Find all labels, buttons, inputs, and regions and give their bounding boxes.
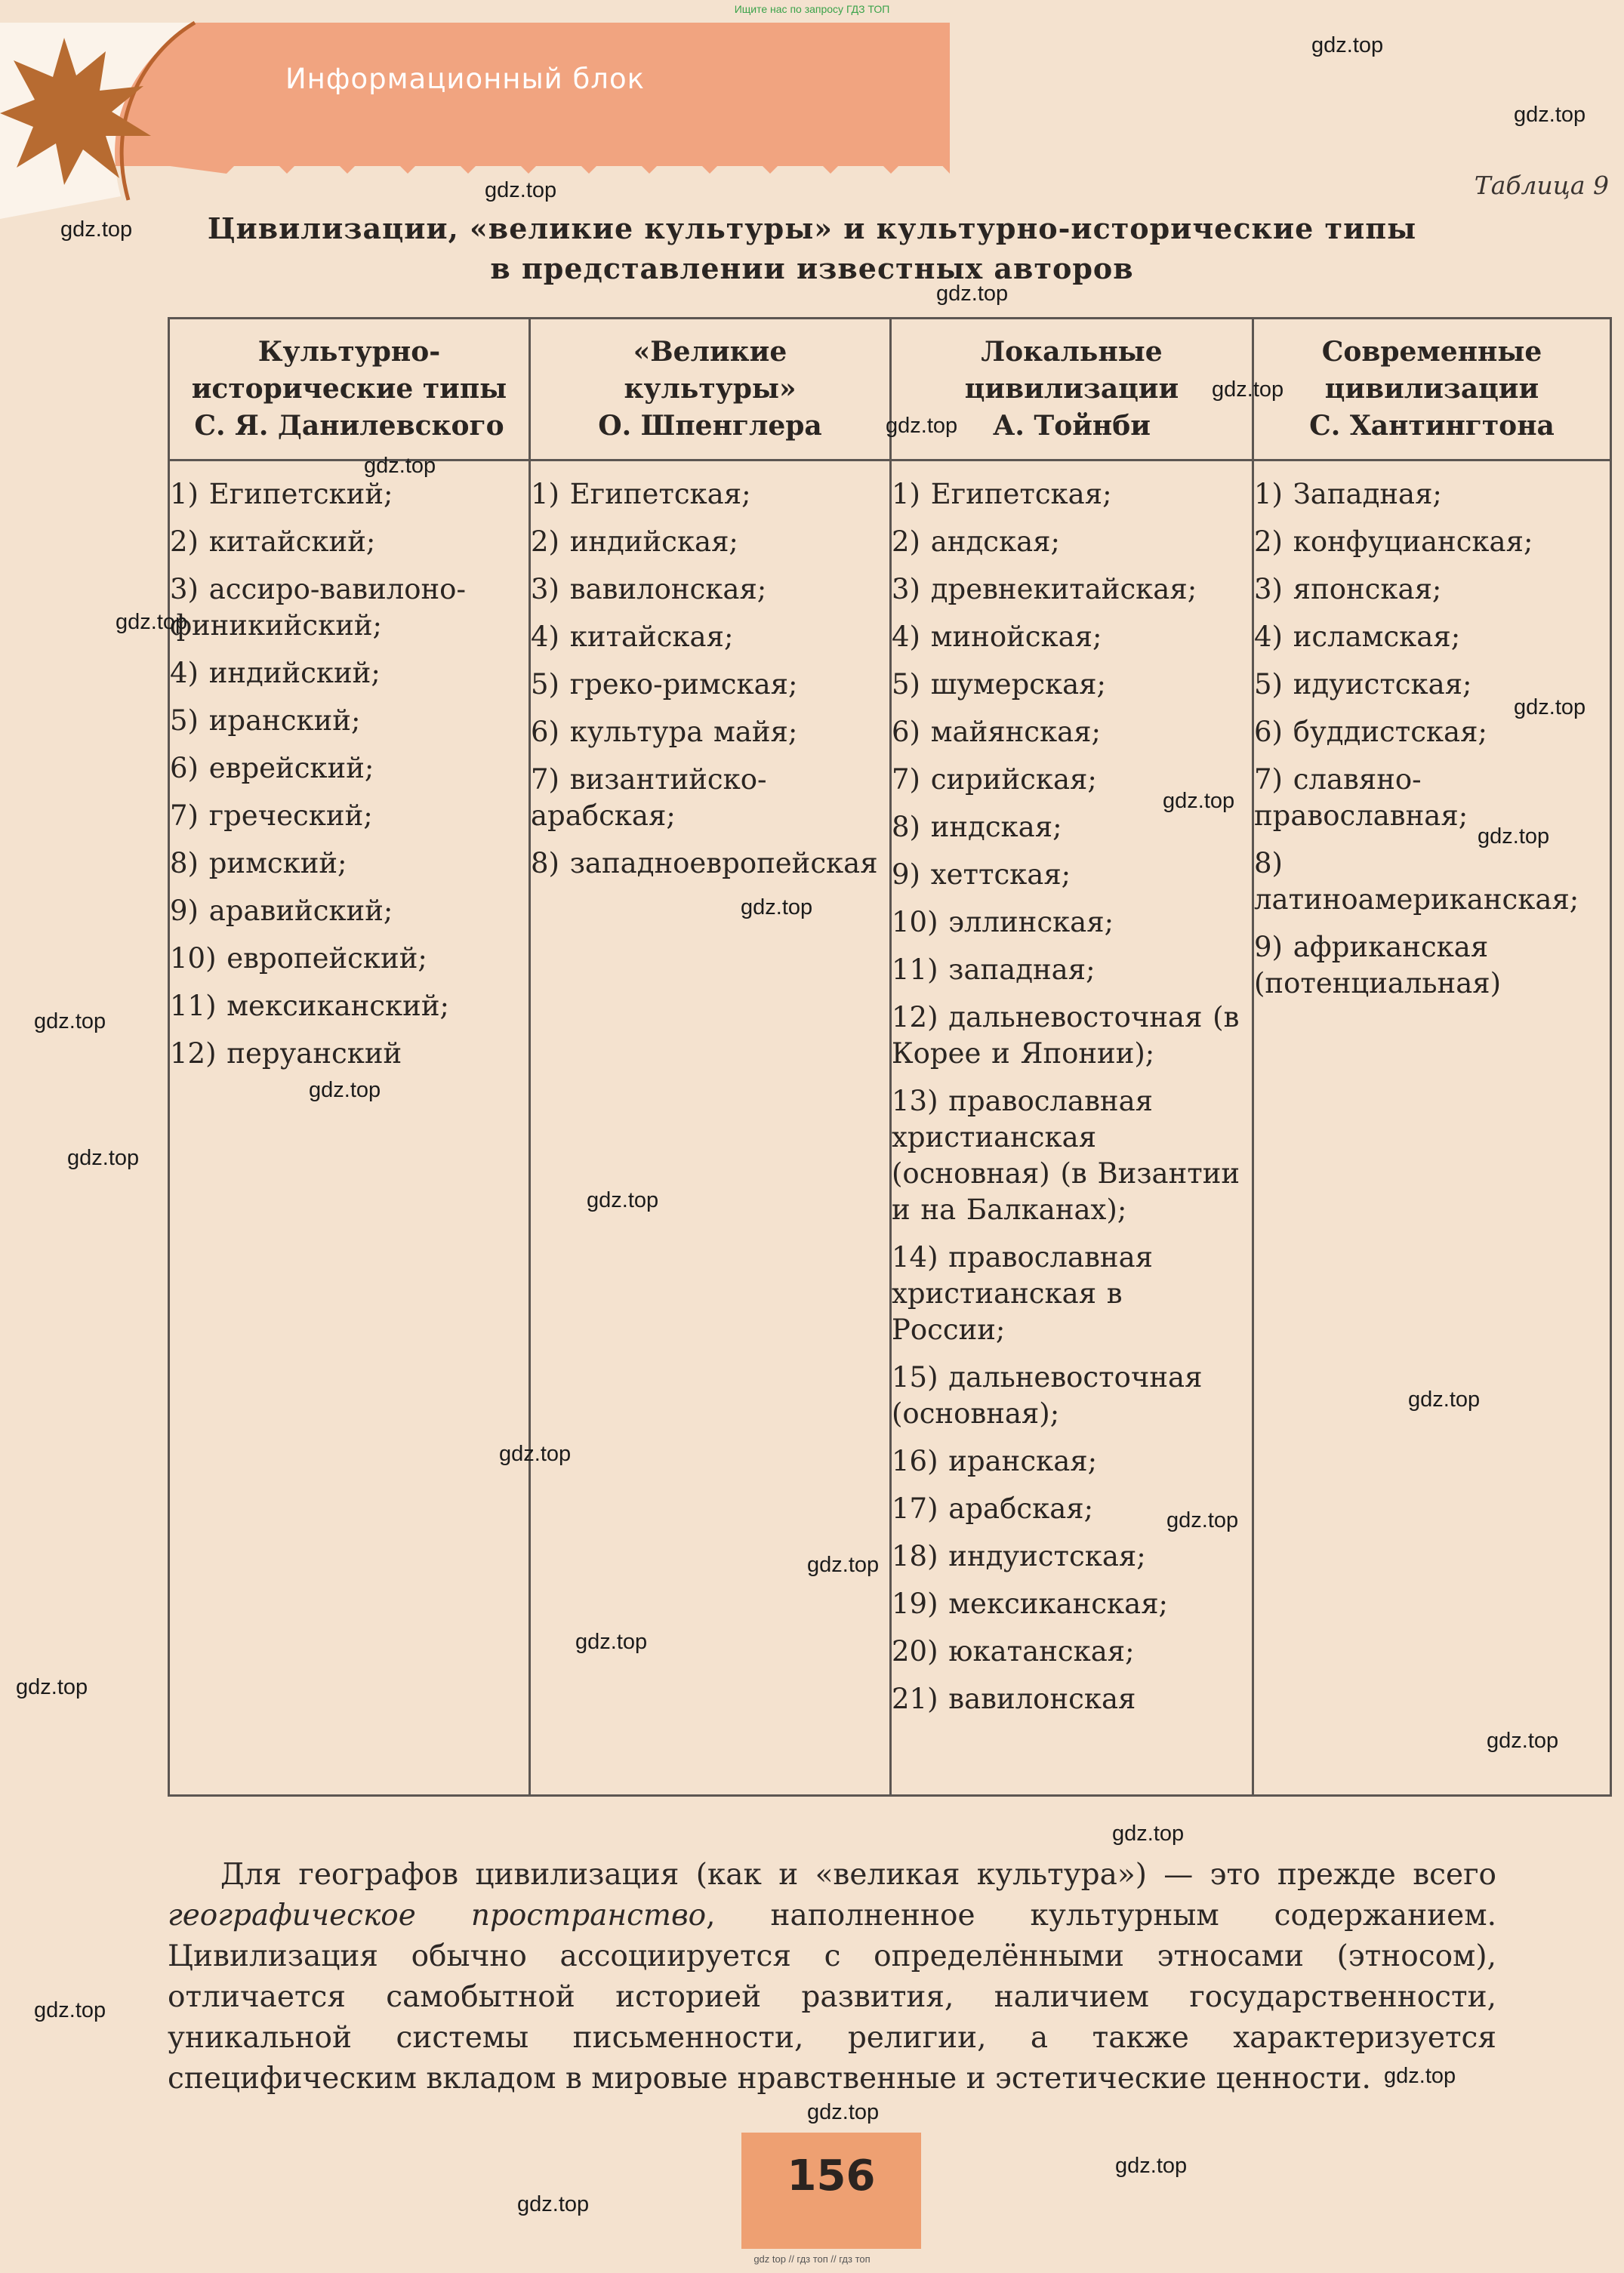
watermark: gdz.top (116, 610, 188, 634)
list-item: 19) мексиканская; (892, 1588, 1169, 1620)
list-item: 3) древнекитайская; (892, 573, 1197, 605)
list-item: 14) православная христианская в России; (892, 1241, 1153, 1346)
list-item: 6) буддистская; (1254, 716, 1487, 748)
list-item: 10) эллинская; (892, 906, 1114, 938)
watermark: gdz.top (1112, 1822, 1185, 1846)
watermark: gdz.top (741, 895, 813, 919)
body-paragraph (168, 1855, 1496, 2099)
list-item: 8) латиноамериканская; (1254, 847, 1579, 916)
watermark: gdz.top (936, 282, 1009, 306)
list-item: 15) дальневосточная (основная); (892, 1361, 1203, 1430)
title-line-2: в представлении известных авторов (490, 251, 1134, 285)
watermark: gdz.top (364, 454, 436, 478)
column-spengler (530, 460, 891, 1796)
list-item: 1) Египетская; (531, 478, 751, 510)
list-item: 9) африканская (потенциальная) (1254, 931, 1502, 999)
header-toynbee (891, 319, 1253, 460)
header-line: Современные (1321, 336, 1542, 368)
watermark: gdz.top (60, 217, 133, 242)
watermark: gdz.top (807, 2100, 880, 2124)
list-item: 1) Египетский; (170, 478, 393, 510)
header-line: А. Тойнби (993, 410, 1151, 442)
header-danilevsky (169, 319, 530, 460)
list-item: 4) исламская; (1254, 621, 1461, 653)
header-line: культуры» (624, 373, 797, 405)
list-item: 13) православная христианская (основная) (в Византии и на Балканах); (892, 1085, 1240, 1226)
watermark: gdz.top (1514, 695, 1586, 719)
list-item: 8) индская; (892, 811, 1062, 843)
list-item: 21) вавилонская (892, 1683, 1136, 1715)
watermark: gdz.top (575, 1630, 648, 1654)
column-toynbee (891, 460, 1253, 1796)
watermark: gdz.top (1163, 789, 1235, 813)
list-item: 8) римский; (170, 847, 347, 879)
list-item: 2) китайский; (170, 525, 376, 558)
watermark: gdz.top (1311, 33, 1384, 57)
list-item: 4) индийский; (170, 657, 381, 689)
header-line: Культурно- (257, 336, 441, 368)
header-line: цивилизации (964, 373, 1179, 405)
header-line: «Великие (633, 336, 787, 368)
list-item: 7) византийско-арабская; (531, 763, 767, 832)
list-item: 20) юкатанская; (892, 1635, 1135, 1668)
list-item: 6) культура майя; (531, 716, 798, 748)
list-item: 1) Египетская; (892, 478, 1112, 510)
paragraph-text: Для географов цивилизация (как и «великая культура») — это прежде всего (220, 1858, 1496, 1892)
list-item: 7) славяно-православная; (1254, 763, 1468, 832)
table-label: Таблица 9 (1474, 171, 1609, 200)
list-item: 16) иранская; (892, 1445, 1098, 1477)
header-line: С. Я. Данилевского (194, 410, 504, 442)
watermark: gdz.top (34, 1009, 106, 1033)
header-line: С. Хантингтона (1309, 410, 1555, 442)
paragraph-text: , наполненное культурным содержанием. Цивилизация обычно ассоциируется с определёнными этносами (этносом), отличается самобытной историей развития, наличием государственности, уникальной системы письменности, религии, а также характеризуется специфическим вкладом в мировые нравственные и эстетические ценности. (168, 1899, 1496, 2096)
list-item: 5) шумерская; (892, 668, 1106, 701)
watermark: gdz.top (587, 1188, 659, 1212)
watermark: gdz.top (485, 178, 557, 202)
watermark: gdz.top (886, 414, 958, 438)
list-item: 12) перуанский (170, 1037, 402, 1070)
watermark: gdz.top (1408, 1388, 1481, 1412)
watermark: gdz.top (1487, 1729, 1559, 1753)
list-item: 18) индуистская; (892, 1540, 1146, 1572)
watermark: gdz.top (517, 2192, 590, 2216)
watermark: gdz.top (16, 1675, 88, 1699)
list-item: 3) ассиро-вавилоно-финикийский; (170, 573, 466, 642)
watermark: gdz.top (1115, 2154, 1188, 2178)
list-item: 10) европейский; (170, 942, 427, 975)
watermark: gdz.top (1166, 1508, 1239, 1532)
bottom-note: gdz top // гдз топ // гдз топ (753, 2253, 871, 2265)
list-item: 17) арабская; (892, 1492, 1094, 1525)
list-item: 2) индийская; (531, 525, 738, 558)
watermark: gdz.top (1212, 377, 1284, 402)
top-note: Ищите нас по запросу ГДЗ ТОП (734, 3, 890, 15)
paragraph-emphasis: географическое пространство (168, 1899, 707, 1933)
civilizations-table (168, 317, 1612, 1797)
header-spengler (530, 319, 891, 460)
list-item: 5) идуистская; (1254, 668, 1472, 701)
watermark: gdz.top (1384, 2064, 1456, 2088)
sun-star-icon (0, 30, 166, 189)
watermark: gdz.top (499, 1442, 572, 1466)
watermark: gdz.top (34, 1998, 106, 2022)
list-item: 2) конфуцианская; (1254, 525, 1533, 558)
list-item: 3) вавилонская; (531, 573, 767, 605)
column-danilevsky (169, 460, 530, 1796)
header-line: исторические типы (191, 373, 507, 405)
list-item: 11) мексиканский; (170, 990, 449, 1022)
list-item: 7) сирийская; (892, 763, 1097, 796)
header-line: цивилизации (1324, 373, 1539, 405)
header-line: О. Шпенглера (598, 410, 822, 442)
watermark: gdz.top (67, 1146, 140, 1170)
list-item: 8) западноевропейская (531, 847, 878, 879)
list-item: 3) японская; (1254, 573, 1442, 605)
watermark: gdz.top (807, 1553, 880, 1577)
header-line: Локальные (981, 336, 1163, 368)
title-line-1: Цивилизации, «великие культуры» и культурно-исторические типы (207, 211, 1417, 245)
column-huntington (1253, 460, 1611, 1796)
list-item: 7) греческий; (170, 799, 373, 832)
list-item: 5) греко-римская; (531, 668, 798, 701)
page-number: 156 (787, 2151, 876, 2201)
list-item: 11) западная; (892, 953, 1096, 986)
list-item: 1) Западная; (1254, 478, 1442, 510)
table-title (0, 208, 1624, 288)
header-huntington (1253, 319, 1611, 460)
list-item: 4) китайская; (531, 621, 734, 653)
list-item: 6) майянская; (892, 716, 1101, 748)
watermark: gdz.top (1478, 824, 1550, 849)
list-item: 2) андская; (892, 525, 1060, 558)
watermark: gdz.top (1514, 103, 1586, 127)
list-item: 5) иранский; (170, 704, 361, 737)
list-item: 9) хеттская; (892, 858, 1071, 891)
watermark: gdz.top (309, 1078, 381, 1102)
list-item: 6) еврейский; (170, 752, 374, 784)
list-item: 12) дальневосточная (в Корее и Японии); (892, 1001, 1240, 1070)
list-item: 9) аравийский; (170, 895, 393, 927)
list-item: 4) минойская; (892, 621, 1102, 653)
band-title: Информационный блок (285, 63, 645, 95)
